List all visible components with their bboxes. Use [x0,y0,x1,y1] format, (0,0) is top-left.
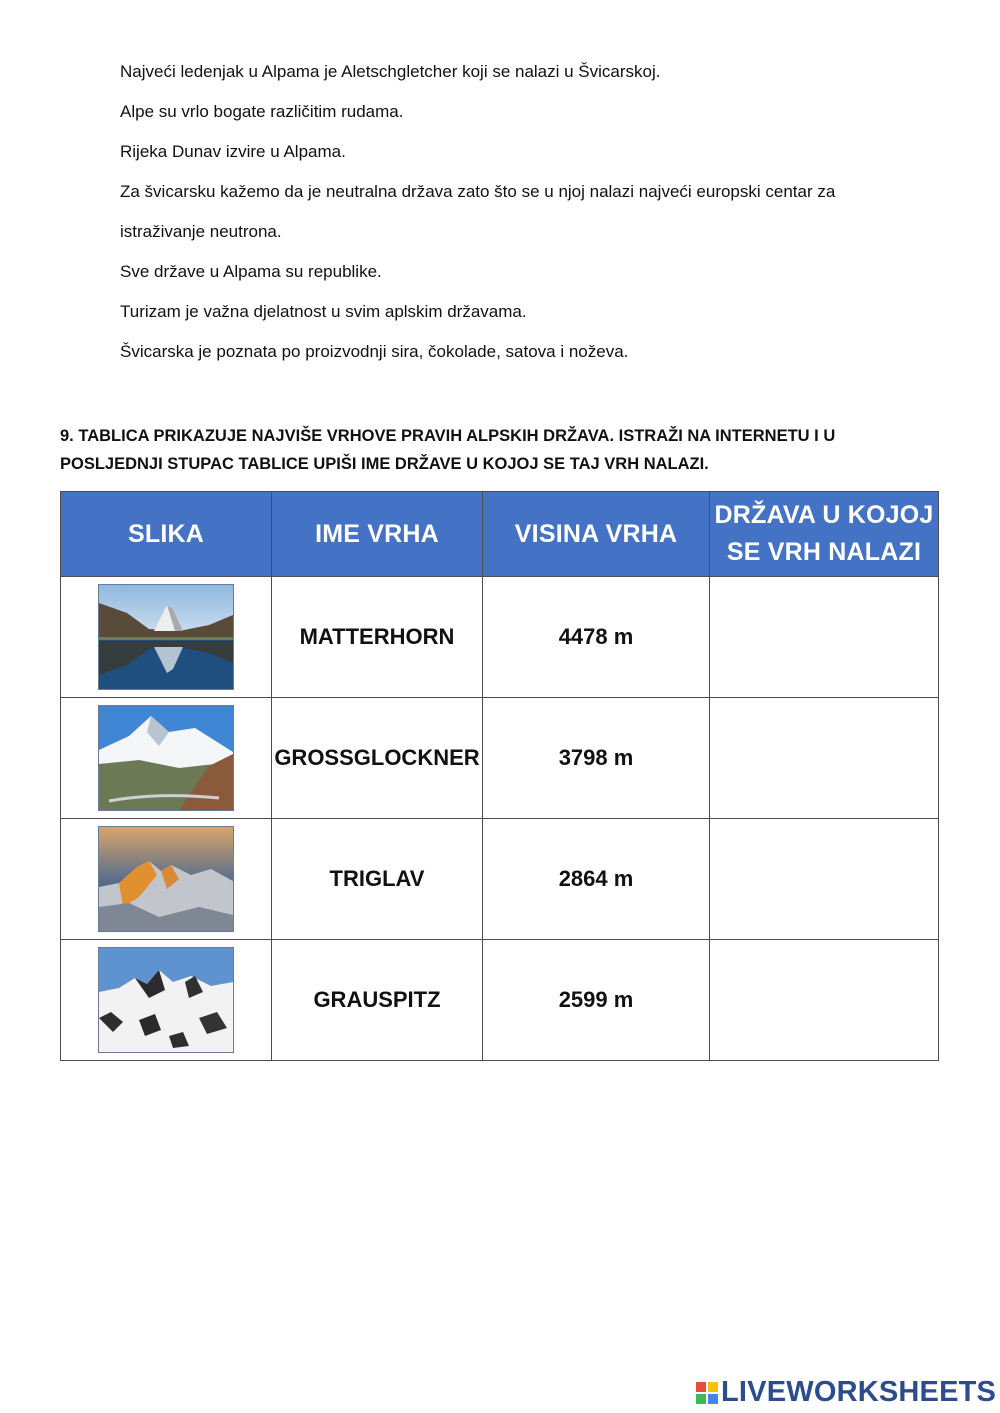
country-answer-field[interactable] [710,577,938,697]
header-country-line-2: SE VRH NALAZI [726,538,922,566]
image-cell [61,698,272,819]
table-row [61,577,939,698]
statement-7: Švicarska je poznata po proizvodnji sira, čokolade, satova i noževa. [120,342,629,361]
logo-text: LIVEWORKSHEETS [721,1376,997,1408]
matterhorn-photo [98,584,234,690]
country-answer-cell[interactable] [710,940,939,1061]
statement-4: Za švicarsku kažemo da je neutralna država zato što se u njoj nalazi najveći europski centar za [120,182,836,201]
header-peak-height: VISINA VRHA [483,492,710,577]
statement-2: Alpe su vrlo bogate različitim rudama. [120,102,404,121]
country-answer-field[interactable] [710,819,938,939]
peak-height: 2864 m [483,819,710,940]
table-row [61,698,939,819]
peak-name: MATTERHORN [272,577,483,698]
peak-name: GRAUSPITZ [272,940,483,1061]
image-cell [61,577,272,698]
header-country [710,492,939,577]
task-line-1: 9. TABLICA PRIKAZUJE NAJVIŠE VRHOVE PRAVIH ALPSKIH DRŽAVA. ISTRAŽI NA INTERNETU I U [60,427,836,445]
header-country-line-1: DRŽAVA U KOJOJ [714,501,934,529]
header-image: SLIKA [61,492,272,577]
liveworksheets-logo[interactable] [696,1376,996,1409]
image-cell [61,940,272,1061]
peak-name: TRIGLAV [272,819,483,940]
country-answer-cell[interactable] [710,819,939,940]
triglav-photo [98,826,234,932]
country-answer-field[interactable] [710,940,938,1060]
statement-6: Turizam je važna djelatnost u svim aplskim državama. [120,302,527,321]
statement-3: Rijeka Dunav izvire u Alpama. [120,142,346,161]
peaks-table [60,491,939,1061]
country-answer-field[interactable] [710,698,938,818]
statement-5: Sve države u Alpama su republike. [120,262,382,281]
image-cell [61,819,272,940]
grauspitz-photo [98,947,234,1053]
table-row [61,819,939,940]
country-answer-cell[interactable] [710,577,939,698]
statement-4-continued: istraživanje neutrona. [120,222,282,241]
task-line-2: POSLJEDNJI STUPAC TABLICE UPIŠI IME DRŽAVE U KOJOJ SE TAJ VRH NALAZI. [60,455,709,473]
task-instructions [60,422,940,478]
table-header-row [61,492,939,577]
country-answer-cell[interactable] [710,698,939,819]
peak-name: GROSSGLOCKNER [272,698,483,819]
peak-height: 3798 m [483,698,710,819]
table-row [61,940,939,1061]
statement-1: Najveći ledenjak u Alpama je Aletschgletcher koji se nalazi u Švicarskoj. [120,62,661,81]
logo-grid-icon [696,1382,718,1404]
grossglockner-photo [98,705,234,811]
header-peak-name: IME VRHA [272,492,483,577]
peak-height: 2599 m [483,940,710,1061]
peak-height: 4478 m [483,577,710,698]
